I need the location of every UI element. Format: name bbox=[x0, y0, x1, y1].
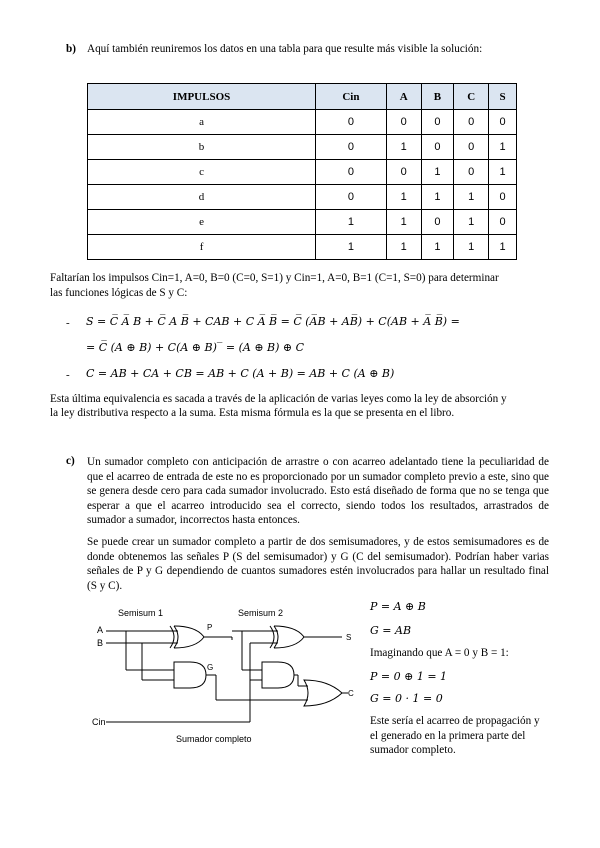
label-p: P bbox=[207, 623, 213, 632]
table-cell: 0 bbox=[454, 160, 489, 185]
table-cell: 1 bbox=[489, 235, 517, 260]
table-row bbox=[88, 160, 517, 185]
equation-g: G = AB bbox=[370, 624, 412, 637]
table-header-row bbox=[88, 84, 517, 110]
col-header-b: B bbox=[421, 84, 454, 110]
table-row bbox=[88, 235, 517, 260]
col-header-impulsos: IMPULSOS bbox=[88, 84, 316, 110]
table-cell: f bbox=[88, 235, 316, 260]
table-cell: d bbox=[88, 185, 316, 210]
table-row bbox=[88, 110, 517, 135]
table-cell: 0 bbox=[421, 210, 454, 235]
col-header-cin: Cin bbox=[316, 84, 387, 110]
table-cell: 0 bbox=[316, 110, 387, 135]
and2-body bbox=[262, 662, 294, 688]
table-cell: 1 bbox=[454, 185, 489, 210]
col-header-c: C bbox=[454, 84, 489, 110]
col-header-a: A bbox=[386, 84, 421, 110]
equation-s-line1: S = C̅ A̅ B + C̅ A B̅ + CAB + C A̅ B̅ = C̅ (A̅B + AB̅) + C(AB + A̅ B̅) = bbox=[86, 315, 460, 328]
table-cell: b bbox=[88, 135, 316, 160]
table-cell: 0 bbox=[386, 160, 421, 185]
table-cell: 1 bbox=[386, 235, 421, 260]
section-c-paragraph-2: Se puede crear un sumador completo a partir de dos semisumadores, y de estos semisumadores es de donde obtenemos las señales P (S del semisumador) y G (C del semisumador). Podrían haber varias señales de P y G dependiendo de cuantos sumadores estén involucrados para hallar un resultado final (S y C). bbox=[87, 536, 549, 592]
or-gate-body bbox=[304, 680, 342, 706]
table-cell: 0 bbox=[316, 185, 387, 210]
table-cell: 1 bbox=[489, 160, 517, 185]
table-cell: 0 bbox=[454, 135, 489, 160]
label-g: G bbox=[207, 663, 214, 672]
section-c-paragraph-1: Un sumador completo con anticipación de arrastre o con acarreo adelantado tiene la peculiaridad de que el acarreo de entrada de este no es proporcionado por un sumador completo previo a este, sino que se genera desde cero para cada sumador involucrado. Esto está diseñado de forma que no se tenga que esperar a que el acarreo introducido sea el correcto, siendo todos los resultados, arrastrados de sumador a sumador, incorrectos hasta entonces. bbox=[87, 456, 549, 526]
label-input-b: B bbox=[97, 638, 104, 648]
table-cell: 0 bbox=[454, 110, 489, 135]
label-output-s: S bbox=[346, 633, 352, 642]
truth-table bbox=[87, 83, 517, 260]
table-cell: 0 bbox=[316, 160, 387, 185]
table-cell: 0 bbox=[489, 210, 517, 235]
equation-p-value: P = 0 ⊕ 1 = 1 bbox=[370, 670, 448, 683]
full-adder-circuit-diagram bbox=[92, 600, 360, 750]
diagram-caption: Sumador completo bbox=[176, 734, 252, 744]
absorption-line2: la ley distributiva respecto a la suma. Esta misma fórmula es la que se presenta en el libro. bbox=[50, 407, 455, 419]
table-row bbox=[88, 185, 517, 210]
equation-g-value: G = 0 · 1 = 0 bbox=[370, 692, 443, 705]
table-cell: 0 bbox=[489, 110, 517, 135]
table-cell: 1 bbox=[316, 235, 387, 260]
table-cell: 0 bbox=[386, 110, 421, 135]
and1-body bbox=[174, 662, 206, 688]
equation-p: P = A ⊕ B bbox=[370, 600, 426, 613]
eq-c-bullet: - bbox=[66, 369, 70, 381]
section-b-label: b) bbox=[66, 43, 76, 55]
table-cell: 0 bbox=[489, 185, 517, 210]
table-cell: c bbox=[88, 160, 316, 185]
label-output-c: C bbox=[348, 689, 354, 698]
table-cell: 0 bbox=[421, 135, 454, 160]
label-input-a: A bbox=[97, 625, 104, 635]
xor1-input-curve bbox=[174, 626, 178, 648]
label-semisum-2: Semisum 2 bbox=[238, 608, 284, 618]
table-cell: 1 bbox=[386, 185, 421, 210]
table-cell: 0 bbox=[421, 110, 454, 135]
table-cell: 1 bbox=[421, 185, 454, 210]
table-cell: 0 bbox=[316, 135, 387, 160]
after-table-line1: Faltarían los impulsos Cin=1, A=0, B=0 (C=0, S=1) y Cin=1, A=0, B=1 (C=1, S=0) para determinar bbox=[50, 272, 499, 284]
equation-s-line2: = C̅ (A ⊕ B) + C(A ⊕ B)‾ = (A ⊕ B) ⊕ C bbox=[86, 341, 305, 354]
table-cell: 1 bbox=[454, 235, 489, 260]
table-cell: a bbox=[88, 110, 316, 135]
table-cell: 1 bbox=[421, 235, 454, 260]
table-cell: 1 bbox=[421, 160, 454, 185]
col-header-s: S bbox=[489, 84, 517, 110]
side-conclusion: Este sería el acarreo de propagación y el generado en la primera parte del sumador completo. bbox=[370, 715, 540, 756]
label-cin: Cin bbox=[92, 717, 106, 727]
table-cell: 1 bbox=[454, 210, 489, 235]
section-b-intro: Aquí también reuniremos los datos en una tabla para que resulte más visible la solución: bbox=[87, 43, 483, 55]
label-semisum-1: Semisum 1 bbox=[118, 608, 164, 618]
table-cell: 1 bbox=[316, 210, 387, 235]
table-row bbox=[88, 210, 517, 235]
table-cell: 1 bbox=[386, 135, 421, 160]
absorption-line1: Esta última equivalencia es sacada a través de la aplicación de varias leyes como la ley de absorción y bbox=[50, 393, 507, 405]
table-cell: 1 bbox=[489, 135, 517, 160]
after-table-line2: las funciones lógicas de S y C: bbox=[50, 287, 188, 299]
table-cell: 1 bbox=[386, 210, 421, 235]
eq-s-bullet: - bbox=[66, 317, 70, 329]
table-row bbox=[88, 135, 517, 160]
table-cell: e bbox=[88, 210, 316, 235]
imagine-text: Imaginando que A = 0 y B = 1: bbox=[370, 647, 509, 659]
equation-c-line: C = AB + CA + CB = AB + C (A + B) = AB + C (A ⊕ B) bbox=[86, 367, 395, 380]
section-c-label: c) bbox=[66, 455, 75, 467]
